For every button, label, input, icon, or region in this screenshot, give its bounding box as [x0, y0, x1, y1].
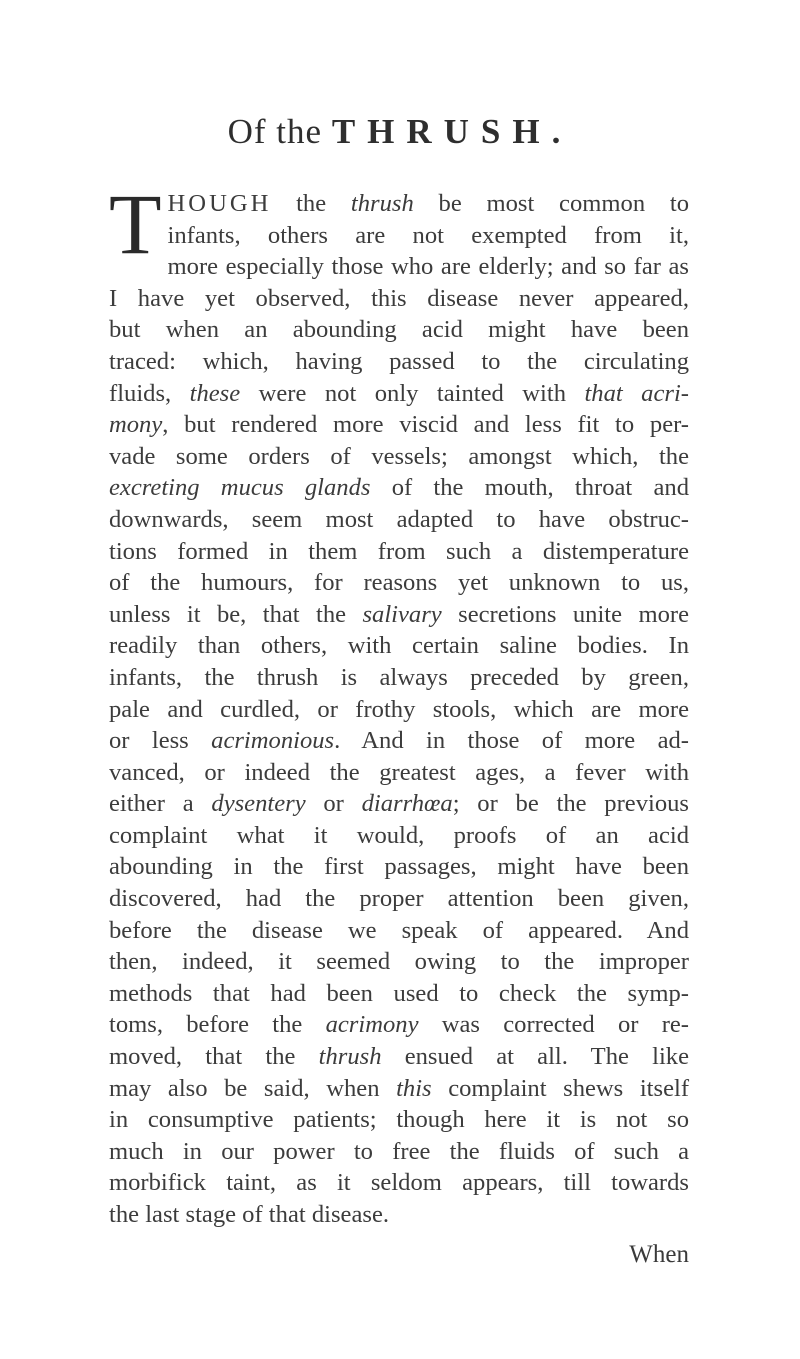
text-line: mony, but rendered more viscid and less fit to per- — [109, 411, 689, 439]
text-line: the last stage of that disease. — [109, 1201, 390, 1228]
drop-cap: T — [109, 176, 162, 272]
page-title — [0, 112, 800, 152]
text-line: toms, before the acrimony was corrected or re- — [109, 1011, 689, 1039]
text-line: excreting mucus glands of the mouth, throat and — [109, 474, 689, 502]
text-line: moved, that the thrush ensued at all. The like — [109, 1043, 689, 1071]
text-line: vade some orders of vessels; amongst which, the — [109, 442, 689, 470]
text-line: HOUGH the thrush be most common to — [167, 190, 689, 217]
text-line: morbifick taint, as it seldom appears, till towards — [109, 1169, 689, 1197]
text-line: abounding in the first passages, might have been — [109, 853, 689, 881]
text-line: infants, others are not exempted from it, — [167, 221, 689, 249]
text-line: discovered, had the proper attention been given, — [109, 885, 689, 913]
title-word: THRUSH. — [331, 112, 573, 151]
text-line: infants, the thrush is always preceded by green, — [109, 663, 689, 691]
body-text — [109, 176, 690, 1231]
text-line: of the humours, for reasons yet unknown to us, — [109, 569, 689, 597]
text-line: pale and curdled, or frothy stools, which are more — [109, 695, 689, 723]
text-line: fluids, these were not only tainted with that acri- — [109, 379, 689, 407]
text-line: but when an abounding acid might have been — [109, 316, 689, 344]
catchword: When — [629, 1241, 689, 1268]
title-prefix: Of the — [227, 112, 323, 151]
text-line: much in our power to free the fluids of such a — [109, 1137, 689, 1165]
text-line: readily than others, with certain saline bodies. In — [109, 632, 689, 660]
text-line: downwards, seem most adapted to have obstruc- — [109, 505, 689, 533]
text-line: vanced, or indeed the greatest ages, a fever with — [109, 758, 689, 786]
text-line: may also be said, when this complaint shews itself — [109, 1074, 690, 1102]
text-line: I have yet observed, this disease never appeared, — [109, 284, 689, 312]
text-line: tions formed in them from such a distemperature — [109, 537, 689, 565]
text-line: more especially those who are elderly; and so far as — [167, 253, 689, 281]
text-line: or less acrimonious. And in those of more ad- — [109, 727, 689, 755]
text-line: complaint what it would, proofs of an acid — [109, 821, 689, 849]
text-line: traced: which, having passed to the circulating — [109, 347, 689, 375]
text-line: either a dysentery or diarrhœa; or be the previous — [109, 790, 689, 818]
text-line: then, indeed, it seemed owing to the improper — [109, 948, 689, 976]
text-line: unless it be, that the salivary secretions unite more — [109, 600, 689, 628]
text-line: before the disease we speak of appeared. And — [109, 916, 689, 944]
text-line: in consumptive patients; though here it is not so — [109, 1106, 689, 1134]
text-line: methods that had been used to check the symp- — [109, 979, 689, 1007]
